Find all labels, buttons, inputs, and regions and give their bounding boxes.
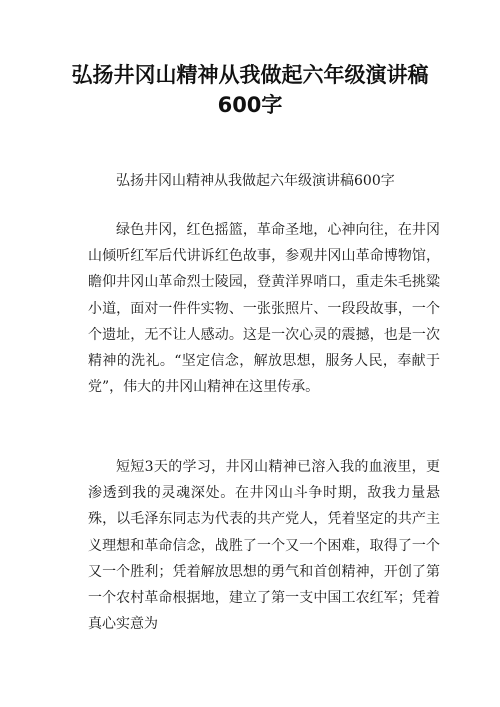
paragraph-1: 绿色井冈，红色摇篮，革命圣地，心神向往，在井冈山倾听红军后代讲诉红色故事，参观井冈山革命博物馆，瞻仰井冈山革命烈士陵园，登黄洋界哨口，重走朱毛挑粱小道，面对一件件实物、一张张照片、一段段故事，一个个遗址，无不让人感动。这是一次心灵的震撼，也是一次精神的洗礼。“坚定信念，解放思想，服务人民，奉献于党”，伟大的井冈山精神在这里传承。	[88, 222, 440, 396]
paragraph-2: 短短3天的学习，井冈山精神已溶入我的血液里，更渗透到我的灵魂深处。在井冈山斗争时期，敌我力量悬殊，以毛泽东同志为代表的共产党人，凭着坚定的共产主义理想和革命信念，战胜了一个又一个困难，取得了一个又一个胜利；凭着解放思想的勇气和首创精神，开创了第一个农村革命根据地，建立了第一支中国工农红军；凭着真心实意为	[88, 459, 440, 633]
document-title: 弘扬井冈山精神从我做起六年级演讲稿600字	[71, 63, 429, 117]
page-bottom-edge	[0, 667, 500, 707]
document-subtitle: 弘扬井冈山精神从我做起六年级演讲稿600字	[116, 173, 395, 189]
